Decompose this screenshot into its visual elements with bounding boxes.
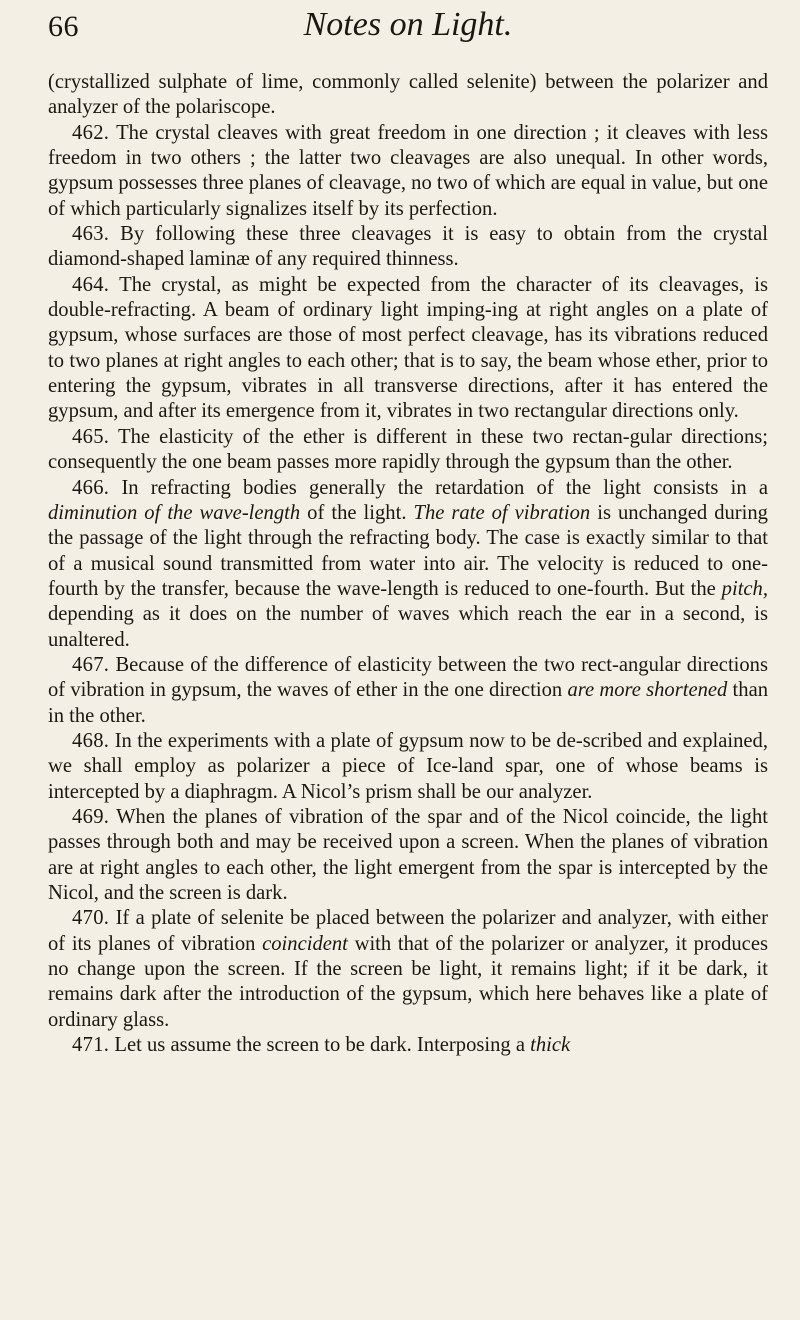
running-head (48, 0, 768, 70)
paragraph (48, 1033, 768, 1058)
text-run: If a plate of selenite be placed between the polarizer and analyzer, with either of its planes of vibration (48, 907, 768, 955)
paragraph-number: 469. (72, 805, 110, 828)
paragraph (48, 729, 768, 805)
page-number: 66 (48, 10, 79, 43)
text-run: When the planes of vibration of the spar and of the Nicol coincide, the light passes through both and may be received upon a screen. When the planes of vibration are at right angles to each other, the light emergent from the spar is intercepted by the Nicol, and the screen is dark. (48, 805, 768, 904)
paragraph (48, 906, 768, 1033)
paragraph-number: 468. (72, 729, 110, 752)
text-run: of the light. (300, 501, 414, 524)
text-run: is unchanged during the passage of the light through the refracting body. The case is exactly similar to that of a musical sound transmitted from water into air. The velocity is reduced to one-fourth by the transfer, because the wave-length is reduced to one-fourth. But the (48, 501, 768, 600)
running-title: Notes on Light. (303, 6, 513, 43)
text-run: Because of the difference of elasticity between the two rect-angular directions of vibration in gypsum, the waves of ether in the one direction (48, 653, 768, 702)
text-run: Let us assume the screen to be dark. Interposing a (114, 1034, 531, 1057)
paragraph (48, 70, 768, 121)
body-text (48, 70, 768, 1058)
paragraph-number: 464. (72, 273, 110, 296)
text-run: (crystallized sulphate of lime, commonly called selenite) between the polarizer and analyzer of the polariscope. (48, 71, 768, 119)
paragraph-number: 466. (72, 476, 110, 499)
text-run: The crystal cleaves with great freedom in one direction ; it cleaves with less freedom in two others ; the latter two cleavages are also unequal. In other words, gypsum possesses three planes of cleavage, no two of which are equal in value, but one of which particularly signalizes itself by its perfection. (48, 121, 768, 220)
paragraph (48, 476, 768, 653)
paragraph (48, 805, 768, 906)
text-run: depending as it does on the number of waves which reach the ear in a second, is unaltered. (48, 603, 768, 651)
italic-phrase: coincident (262, 932, 348, 955)
text-run: than in the other. (48, 679, 769, 727)
paragraph (48, 222, 768, 273)
paragraph (48, 653, 768, 729)
text-run: The crystal, as might be expected from the character of its cleavages, is double-refracting. A beam of ordinary light imping-ing at right angles on a plate of gypsum, whose surfaces are those of most perfect cleavage, has its vibrations reduced to two planes at right angles to each other; that is to say, the beam whose ether, prior to entering the gypsum, vibrates in all transverse directions, after it has entered the gypsum, and after its emergence from it, vibrates in two rectangular directions only. (48, 273, 768, 423)
text-run: In the experiments with a plate of gypsum now to be de-scribed and explained, we shall employ as polarizer a piece of Ice-land spar, one of whose beams is intercepted by a diaphragm. A Nicol’s prism shall be our analyzer. (48, 729, 768, 803)
text-run: By following these three cleavages it is easy to obtain from the crystal diamond-shaped laminæ of any required thinness. (48, 223, 768, 271)
paragraph-number: 467. (72, 653, 110, 676)
italic-phrase: The rate of vibration (413, 501, 591, 524)
paragraph-number: 465. (72, 425, 110, 448)
paragraph-number: 470. (72, 907, 110, 930)
text-run: In refracting bodies generally the retardation of the light consists in a (121, 476, 768, 499)
paragraph (48, 121, 768, 222)
italic-phrase: are more shortened (567, 679, 728, 702)
paragraph (48, 425, 768, 476)
italic-phrase: pitch, (721, 577, 768, 600)
italic-phrase: diminution of the wave-length (48, 501, 301, 524)
paragraph-number: 471. (72, 1034, 110, 1057)
text-run: The elasticity of the ether is different in these two rectan-gular directions; consequently the one beam passes more rapidly through the gypsum than the other. (48, 425, 768, 474)
italic-phrase: thick (530, 1034, 571, 1057)
paragraph (48, 273, 768, 425)
paragraph-number: 463. (72, 223, 110, 246)
paragraph-number: 462. (72, 121, 110, 144)
text-run: with that of the polarizer or analyzer, it produces no change upon the screen. If the screen be light, it remains light; if it be dark, it remains dark after the introduction of the gypsum, which here behaves like a plate of ordinary glass. (48, 932, 768, 1031)
